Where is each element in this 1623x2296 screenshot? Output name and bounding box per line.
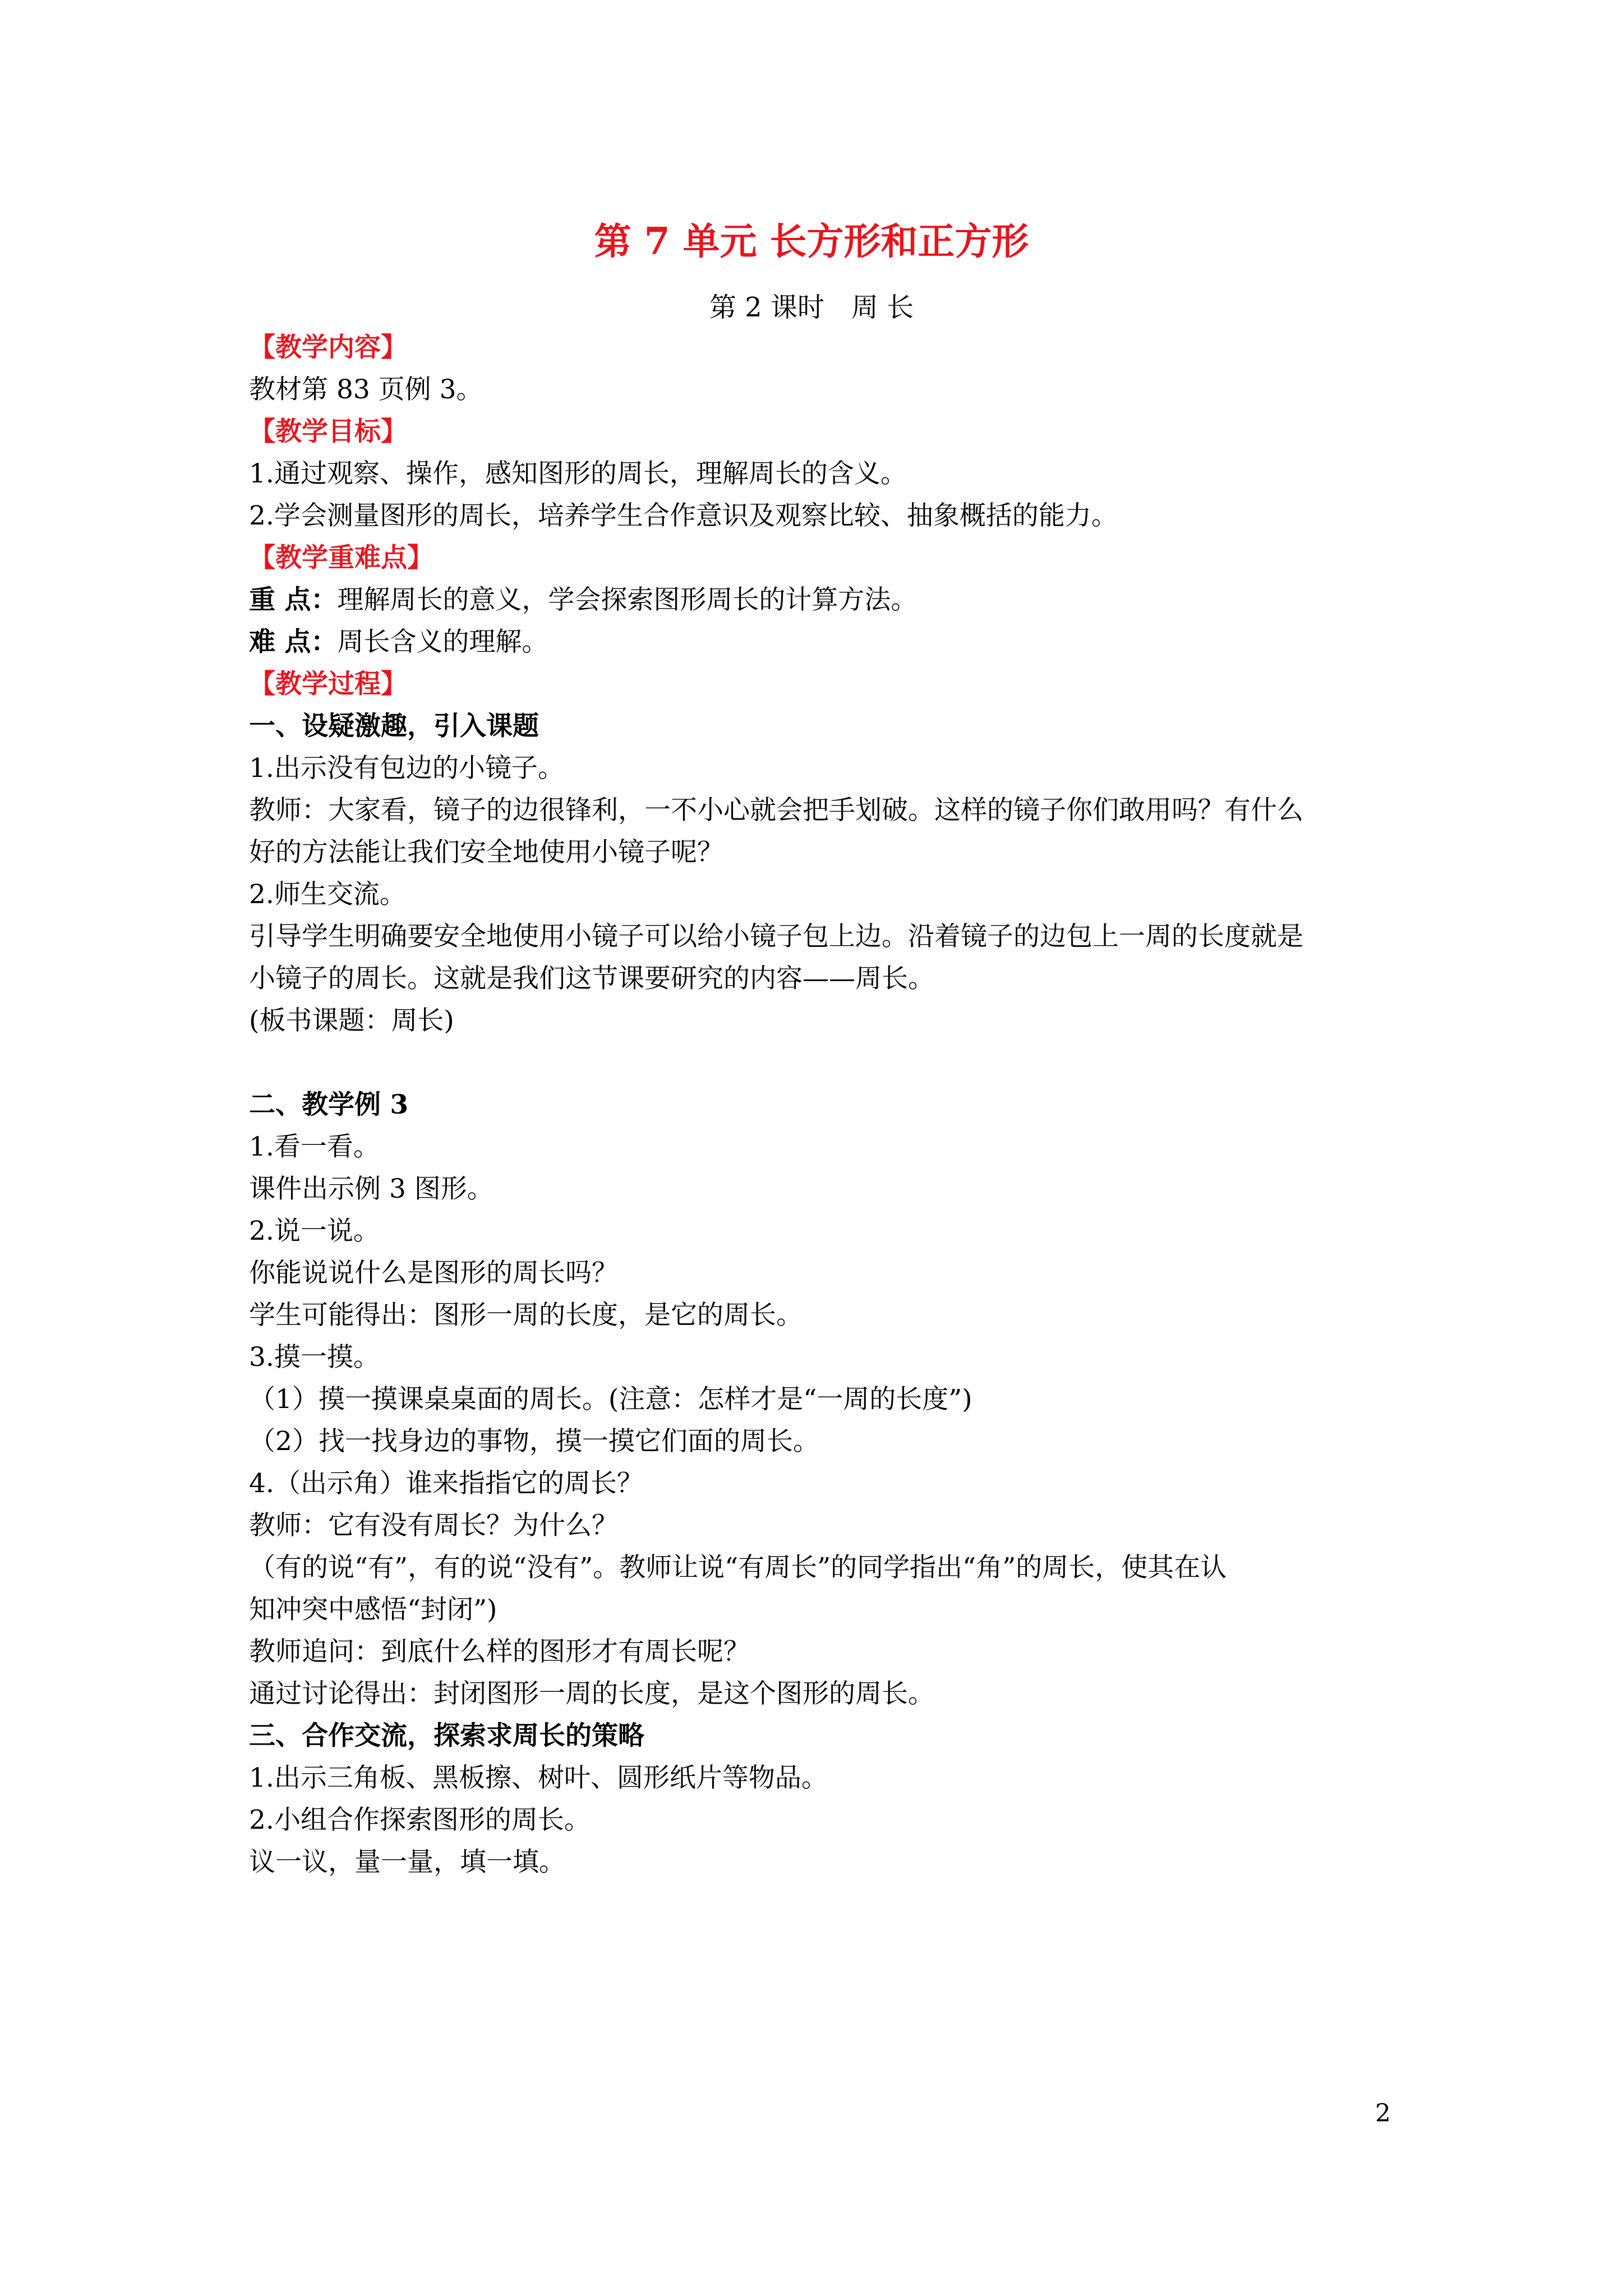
part1-line: 1.出示没有包边的小镜子。 [249, 753, 564, 784]
part1-line: 2.师生交流。 [249, 879, 406, 910]
page-number: 2 [1375, 2099, 1391, 2128]
part1-line: 教师：大家看，镜子的边很锋利，一不小心就会把手划破。这样的镜子你们敢用吗？有什么 [249, 795, 1303, 826]
page-title: 第 7 单元 长方形和正方形 [594, 219, 1029, 263]
part3-line: 1.出示三角板、黑板擦、树叶、圆形纸片等物品。 [249, 1763, 828, 1793]
part2-line: 你能说说什么是图形的周长吗？ [249, 1258, 618, 1289]
process-heading: 【教学过程】 [249, 669, 407, 700]
part3-line: 议一议，量一量，填一填。 [249, 1847, 565, 1878]
part2-line: 通过讨论得出：封闭图形一周的长度，是这个图形的周长。 [249, 1678, 934, 1709]
part2-line: 学生可能得出：图形一周的长度，是它的周长。 [249, 1300, 803, 1331]
goal-item-2: 2.学会测量图形的周长，培养学生合作意识及观察比较、抽象概括的能力。 [249, 500, 1118, 531]
part1-line: 小镜子的周长。这就是我们这节课要研究的内容——周长。 [249, 963, 934, 994]
goal-item-1: 1.通过观察、操作，感知图形的周长，理解周长的含义。 [249, 458, 907, 489]
key-point [249, 579, 1393, 621]
part3-line: 2.小组合作探索图形的周长。 [249, 1805, 591, 1835]
key-point-text: 理解周长的意义，学会探索图形周长的计算方法。 [337, 585, 917, 615]
part2-line: 1.看一看。 [249, 1131, 380, 1162]
part2-line: 3.摸一摸。 [249, 1342, 380, 1373]
part2-line: 教师：它有没有周长？为什么？ [249, 1510, 618, 1541]
keypoints-heading: 【教学重难点】 [249, 542, 434, 573]
lesson-subtitle [0, 285, 1623, 330]
part2-line: （2）找一找身边的事物，摸一摸它们面的周长。 [249, 1426, 819, 1457]
part2-line: 知冲突中感悟“封闭”) [249, 1594, 497, 1625]
part2-line: （有的说“有”，有的说“没有”。教师让说“有周长”的同学指出“角”的周长，使其在认 [249, 1552, 1227, 1583]
difficulty-point-text: 周长含义的理解。 [337, 627, 548, 657]
part2-line: 2.说一说。 [249, 1216, 380, 1246]
blank-line [249, 1042, 1393, 1084]
content-heading: 【教学内容】 [249, 332, 407, 363]
key-point-label: 重 点： [249, 585, 338, 615]
part3-heading: 三、合作交流，探索求周长的策略 [249, 1720, 644, 1751]
part1-line: 引导学生明确要安全地使用小镜子可以给小镜子包上边。沿着镜子的边包上一周的长度就是 [249, 921, 1303, 952]
part2-line: 4.（出示角）谁来指指它的周长？ [249, 1468, 643, 1499]
part2-heading: 二、教学例 3 [249, 1089, 409, 1120]
part1-line: (板书课题：周长) [249, 1005, 454, 1036]
part1-heading: 一、设疑激趣，引入课题 [249, 711, 539, 742]
part2-line: （1）摸一摸课桌桌面的周长。(注意：怎样才是“一周的长度”) [249, 1384, 972, 1415]
difficulty-point-label: 难 点： [249, 627, 338, 657]
content-text: 教材第 83 页例 3。 [249, 374, 483, 405]
document-body [249, 326, 1393, 1883]
difficulty-point [249, 621, 1393, 663]
lesson-number: 第 2 课时 [709, 292, 824, 323]
part2-line: 教师追问：到底什么样的图形才有周长呢？ [249, 1636, 750, 1667]
part1-line: 好的方法能让我们安全地使用小镜子呢？ [249, 837, 723, 868]
lesson-topic: 周 长 [851, 292, 914, 323]
part2-line: 课件出示例 3 图形。 [249, 1174, 494, 1204]
goals-heading: 【教学目标】 [249, 416, 407, 447]
